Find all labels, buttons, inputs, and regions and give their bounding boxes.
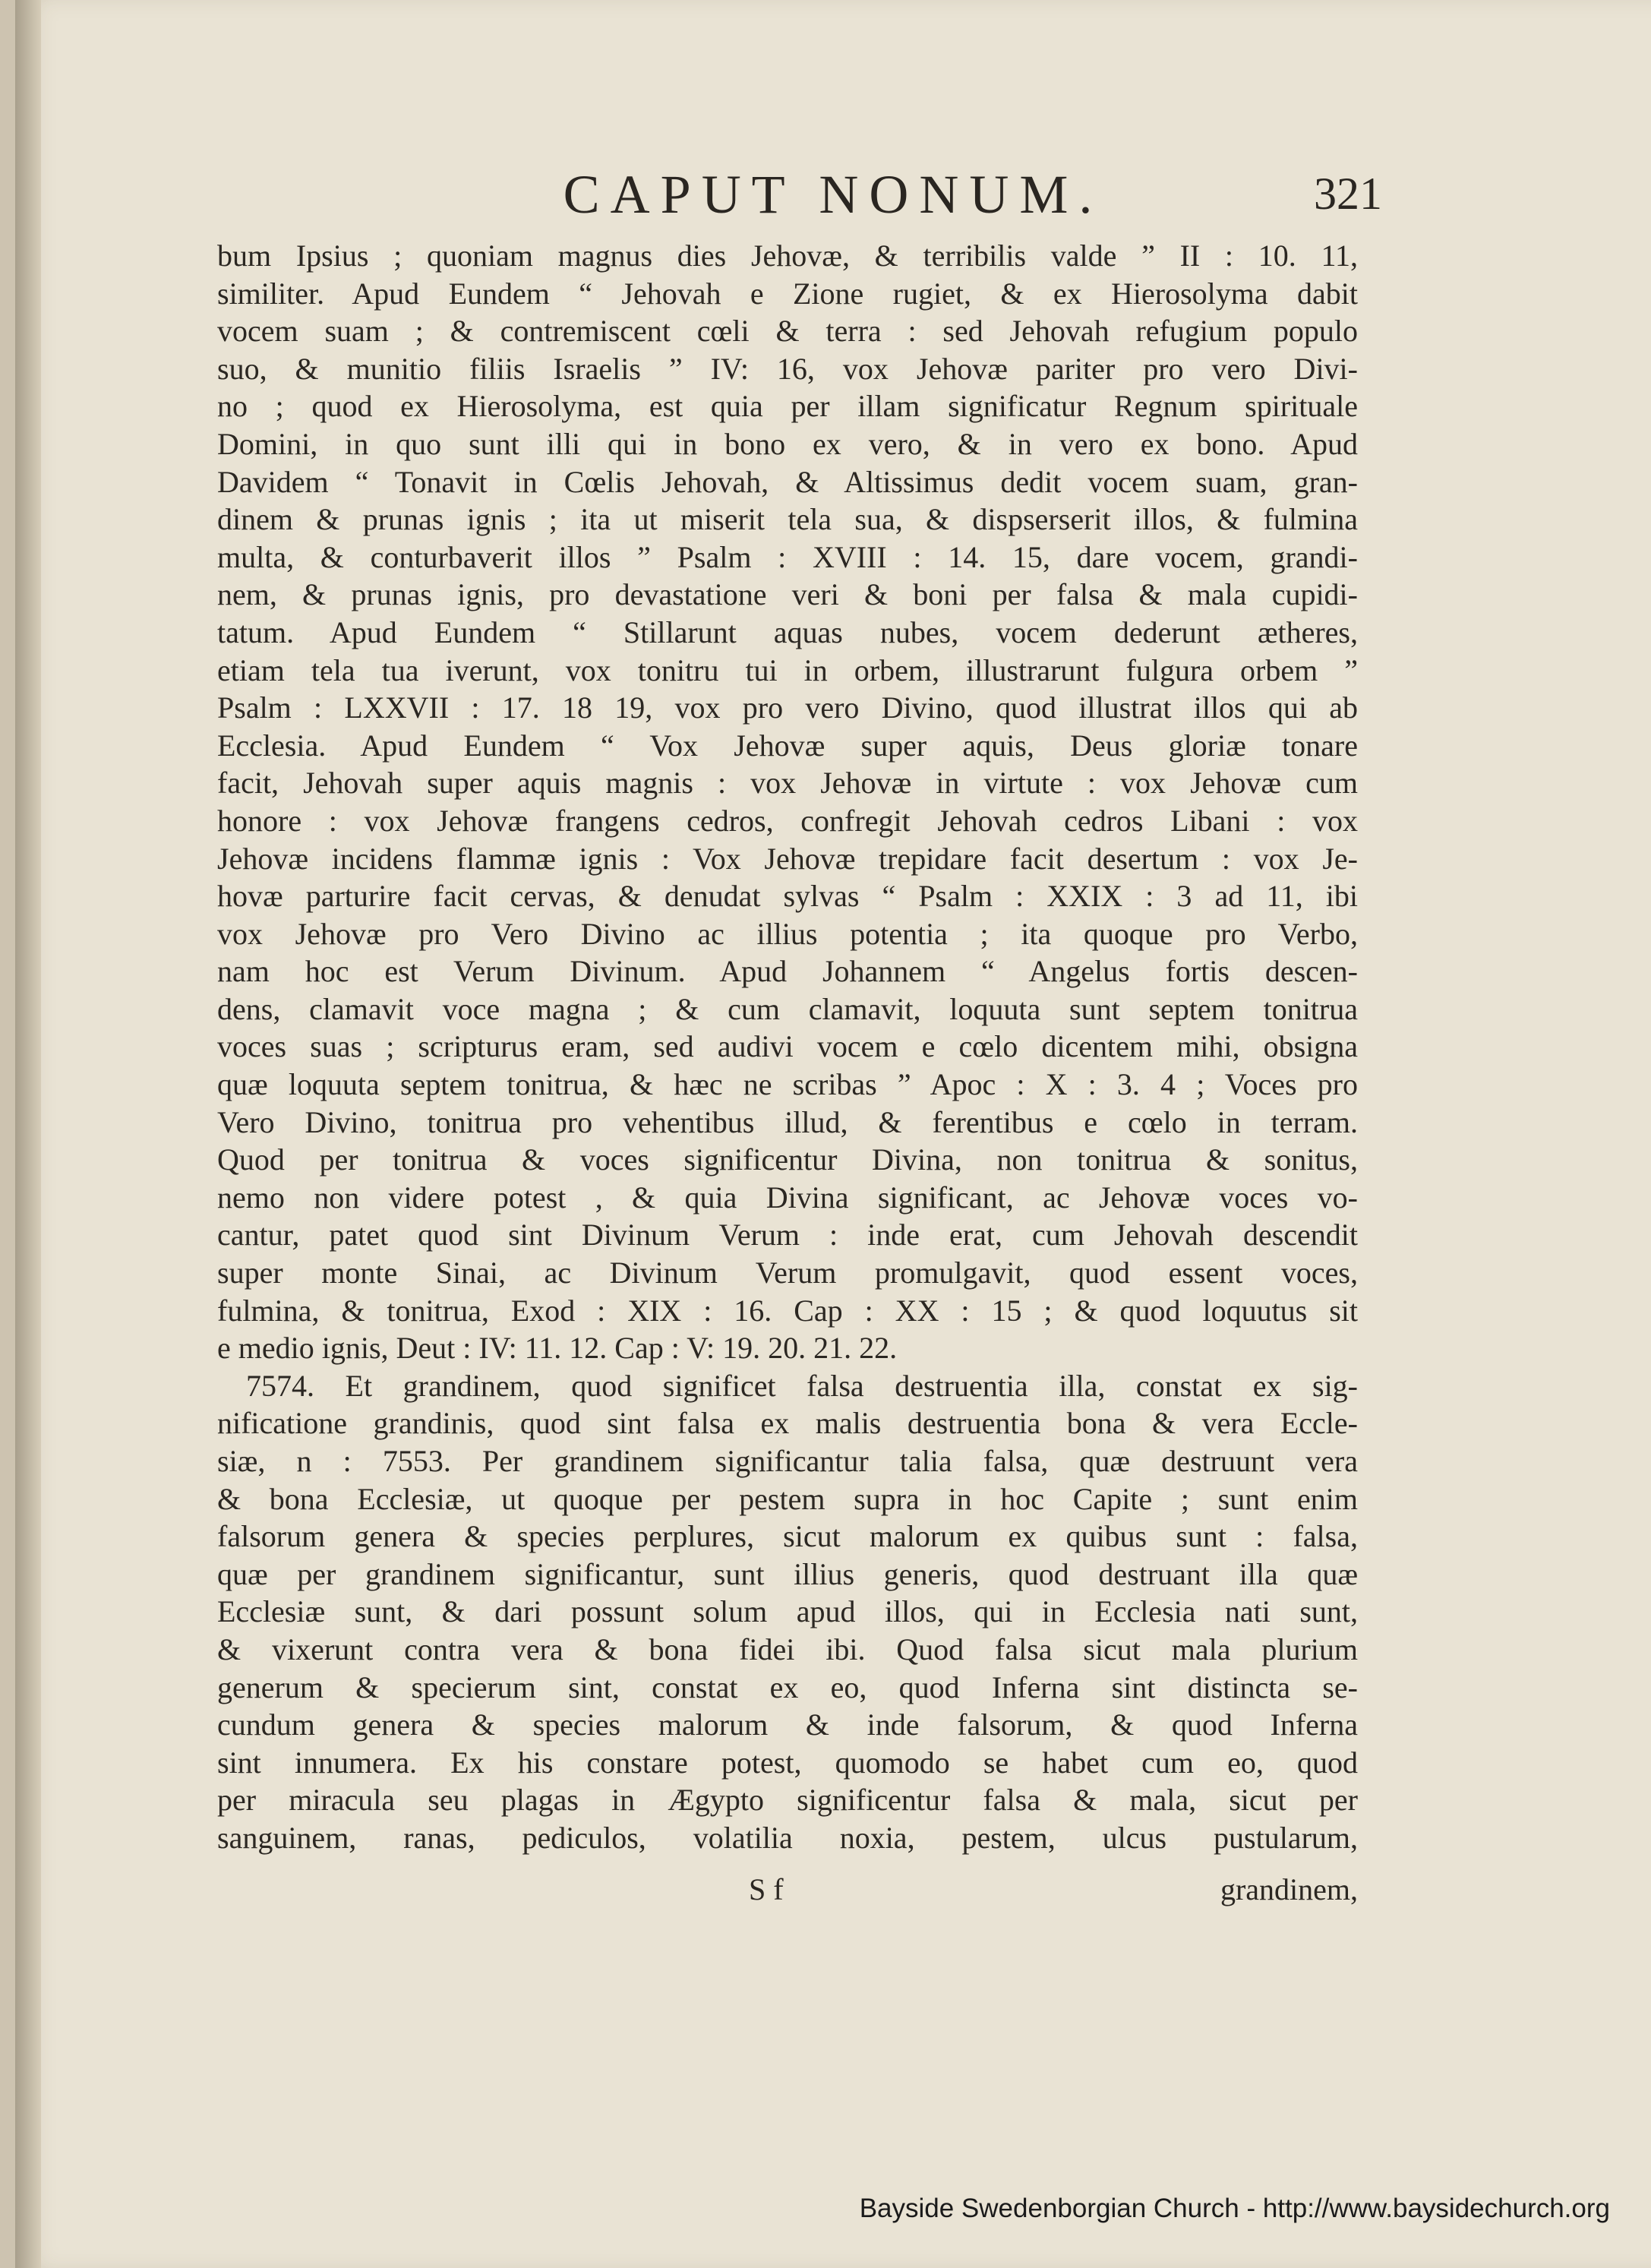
text-line: voces suas ; scripturus eram, sed audivi vocem e cœlo dicentem mihi, obsigna: [217, 1029, 1358, 1064]
text-line: dinem & prunas ignis ; ita ut miserit tela sua, & dispserserit illos, & fulmina: [217, 502, 1358, 537]
text-line: Vero Divino, tonitrua pro vehentibus illud, & ferentibus e cœlo in terram.: [217, 1104, 1358, 1139]
text-line: 7574. Et grandinem, quod significet falsa destruentia illa, constat ex sig-: [246, 1368, 1358, 1403]
text-line: Domini, in quo sunt illi qui in bono ex vero, & in vero ex bono. Apud: [217, 426, 1358, 461]
text-line: falsorum genera & species perplures, sicut malorum ex quibus sunt : falsa,: [217, 1519, 1358, 1554]
text-line: Davidem “ Tonavit in Cœlis Jehovah, & Altissimus dedit vocem suam, gran-: [217, 464, 1358, 499]
text-line: honore : vox Jehovæ frangens cedros, confregit Jehovah cedros Libani : vox: [217, 803, 1358, 838]
body-text: [217, 237, 1358, 1857]
text-line: facit, Jehovah super aquis magnis : vox Jehovæ in virtute : vox Jehovæ cum: [217, 766, 1358, 801]
text-line: bum Ipsius ; quoniam magnus dies Jehovæ, & terribilis valde ” II : 10. 11,: [217, 238, 1358, 273]
text-line: & vixerunt contra vera & bona fidei ibi. Quod falsa sicut mala plurium: [217, 1632, 1358, 1666]
text-line: quæ per grandinem significantur, sunt illius generis, quod destruant illa quæ: [217, 1556, 1358, 1591]
watermark-credit: Bayside Swedenborgian Church - http://www.baysidechurch.org: [859, 2194, 1610, 2223]
page-header: [15, 163, 1651, 224]
text-line: tatum. Apud Eundem “ Stillarunt aquas nubes, vocem dederunt ætheres,: [217, 614, 1358, 649]
text-line: generum & specierum sint, constat ex eo, quod Inferna sint distincta se-: [217, 1669, 1358, 1704]
text-line: Ecclesiæ sunt, & dari possunt solum apud illos, qui in Ecclesia nati sunt,: [217, 1594, 1358, 1629]
text-line: Ecclesia. Apud Eundem “ Vox Jehovæ super aquis, Deus gloriæ tonare: [217, 728, 1358, 763]
text-line: cantur, patet quod sint Divinum Verum : inde erat, cum Jehovah descendit: [217, 1218, 1358, 1252]
text-line: fulmina, & tonitrua, Exod : XIX : 16. Cap : XX : 15 ; & quod loquutus sit: [217, 1293, 1358, 1328]
text-line: etiam tela tua iverunt, vox tonitru tui in orbem, illustrarunt fulgura orbem ”: [217, 652, 1358, 687]
text-line: Quod per tonitrua & voces significentur Divina, non tonitrua & sonitus,: [217, 1142, 1358, 1177]
text-line: hovæ parturire facit cervas, & denudat sylvas “ Psalm : XXIX : 3 ad 11, ibi: [217, 879, 1358, 914]
text-line: cundum genera & species malorum & inde falsorum, & quod Inferna: [217, 1707, 1358, 1742]
text-line: nam hoc est Verum Divinum. Apud Johannem “ Angelus fortis descen-: [217, 954, 1358, 989]
text-line: no ; quod ex Hierosolyma, est quia per illam significatur Regnum spirituale: [217, 389, 1358, 424]
running-title: CAPUT NONUM.: [563, 164, 1103, 225]
text-line: dens, clamavit voce magna ; & cum clamavit, loquuta sunt septem tonitrua: [217, 991, 1358, 1026]
page-footer: [217, 1872, 1358, 1909]
text-line: suo, & munitio filiis Israelis ” IV: 16, vox Jehovæ pariter pro vero Divi-: [217, 351, 1358, 386]
text-line: & bona Ecclesiæ, ut quoque per pestem supra in hoc Capite ; sunt enim: [217, 1481, 1358, 1516]
text-line: vocem suam ; & contremiscent cœli & terra : sed Jehovah refugium populo: [217, 314, 1358, 349]
text-line: multa, & conturbaverit illos ” Psalm : XVIII : 14. 15, dare vocem, grandi-: [217, 539, 1358, 574]
text-line: nemo non videre potest , & quia Divina significant, ac Jehovæ voces vo-: [217, 1180, 1358, 1215]
text-line: nem, & prunas ignis, pro devastatione veri & boni per falsa & mala cupidi-: [217, 577, 1358, 612]
page-spine-shadow: [15, 0, 41, 2268]
text-line: nificatione grandinis, quod sint falsa ex malis destruentia bona & vera Eccle-: [217, 1406, 1358, 1441]
signature-mark: S f: [749, 1872, 784, 1906]
text-line: super monte Sinai, ac Divinum Verum promulgavit, quod essent voces,: [217, 1256, 1358, 1290]
text-line: Jehovæ incidens flammæ ignis : Vox Jehovæ trepidare facit desertum : vox Je-: [217, 841, 1358, 876]
catchword: grandinem,: [1220, 1872, 1358, 1906]
book-page: [15, 0, 1651, 2268]
text-line: siæ, n : 7553. Per grandinem significantur talia falsa, quæ destruunt vera: [217, 1444, 1358, 1478]
text-line: e medio ignis, Deut : IV: 11. 12. Cap : V: 19. 20. 21. 22.: [217, 1331, 898, 1366]
text-line: per miracula seu plagas in Ægypto significentur falsa & mala, sicut per: [217, 1783, 1358, 1818]
page-number: 321: [1314, 169, 1382, 219]
text-line: similiter. Apud Eundem “ Jehovah e Zione rugiet, & ex Hierosolyma dabit: [217, 276, 1358, 311]
text-line: vox Jehovæ pro Vero Divino ac illius potentia ; ita quoque pro Verbo,: [217, 916, 1358, 951]
text-line: sint innumera. Ex his constare potest, quomodo se habet cum eo, quod: [217, 1745, 1358, 1780]
text-line: quæ loquuta septem tonitrua, & hæc ne scribas ” Apoc : X : 3. 4 ; Voces pro: [217, 1067, 1358, 1102]
text-line: sanguinem, ranas, pediculos, volatilia noxia, pestem, ulcus pustularum,: [217, 1820, 1358, 1855]
text-line: Psalm : LXXVII : 17. 18 19, vox pro vero Divino, quod illustrat illos qui ab: [217, 690, 1358, 725]
